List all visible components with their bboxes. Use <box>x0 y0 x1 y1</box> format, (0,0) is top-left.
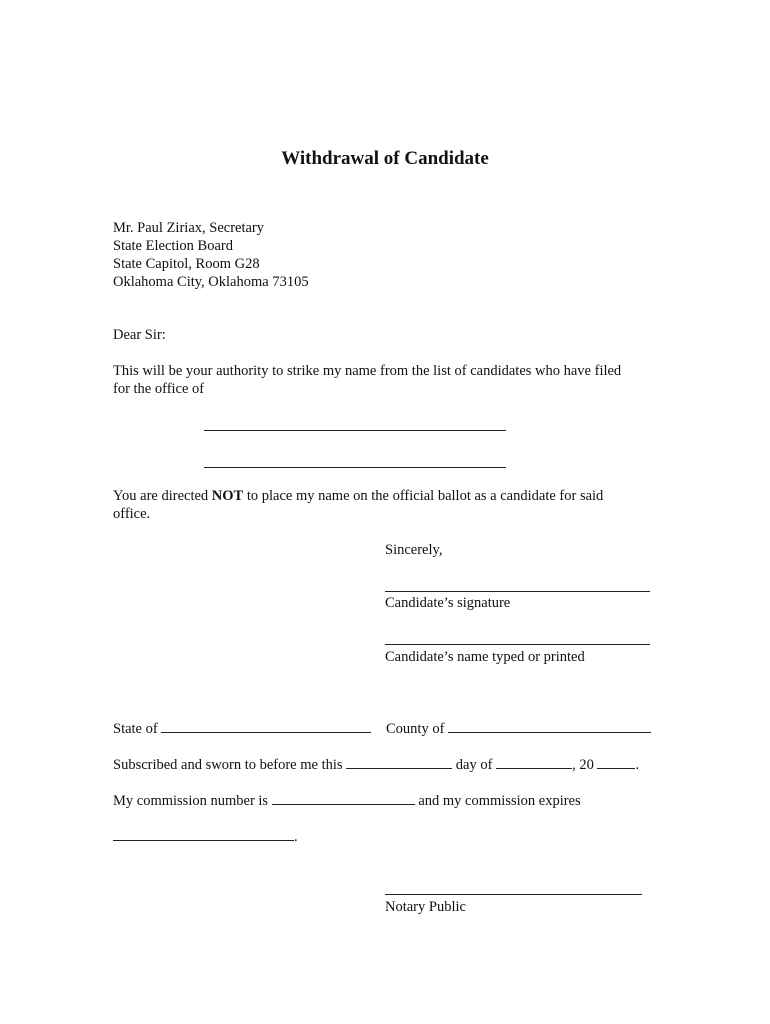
body-line-1: This will be your authority to strike my name from the list of candidates who have filed <box>113 363 622 379</box>
commission-line <box>113 791 581 810</box>
day-blank[interactable] <box>346 755 452 769</box>
sworn-period: . <box>635 757 640 773</box>
printed-name-line[interactable] <box>385 644 650 645</box>
address-line-3: State Capitol, Room G28 <box>113 256 260 272</box>
body-line-2: for the office of <box>113 381 205 397</box>
county-blank[interactable] <box>448 719 651 733</box>
address-line-4: Oklahoma City, Oklahoma 73105 <box>113 274 309 290</box>
signature-line[interactable] <box>385 591 650 592</box>
county-field <box>386 719 651 738</box>
signature-label: Candidate’s signature <box>385 595 511 611</box>
directive-line-2: office. <box>113 506 151 522</box>
commission-number-blank[interactable] <box>272 791 415 805</box>
closing: Sincerely, <box>385 542 443 558</box>
directive-suffix: to place my name on the official ballot as a candidate for said <box>243 488 604 504</box>
directive-line-1 <box>113 487 603 505</box>
sworn-prefix: Subscribed and sworn to before me this <box>113 757 343 773</box>
state-label: State of <box>113 721 158 737</box>
directive-emphasis: NOT <box>211 488 244 504</box>
month-blank[interactable] <box>496 755 572 769</box>
county-label: County of <box>386 721 445 737</box>
commission-expires-label: and my commission expires <box>418 793 581 809</box>
salutation: Dear Sir: <box>113 327 166 343</box>
expiration-blank[interactable] <box>113 827 294 841</box>
address-line-1: Mr. Paul Ziriax, Secretary <box>113 220 264 236</box>
notary-label: Notary Public <box>385 899 466 915</box>
day-of-label: day of <box>455 757 493 773</box>
expiration-period: . <box>294 829 298 845</box>
sworn-line <box>113 755 639 774</box>
expiration-line <box>113 827 298 846</box>
notary-signature-line[interactable] <box>385 894 642 895</box>
state-blank[interactable] <box>161 719 371 733</box>
state-field <box>113 719 371 738</box>
office-blank-1[interactable] <box>204 430 506 431</box>
printed-name-label: Candidate’s name typed or printed <box>385 649 585 665</box>
document-title: Withdrawal of Candidate <box>281 148 489 169</box>
year-blank[interactable] <box>597 755 635 769</box>
year-prefix: , 20 <box>572 757 594 773</box>
office-blank-2[interactable] <box>204 467 506 468</box>
commission-prefix: My commission number is <box>113 793 269 809</box>
directive-prefix: You are directed <box>113 488 212 504</box>
address-line-2: State Election Board <box>113 238 233 254</box>
